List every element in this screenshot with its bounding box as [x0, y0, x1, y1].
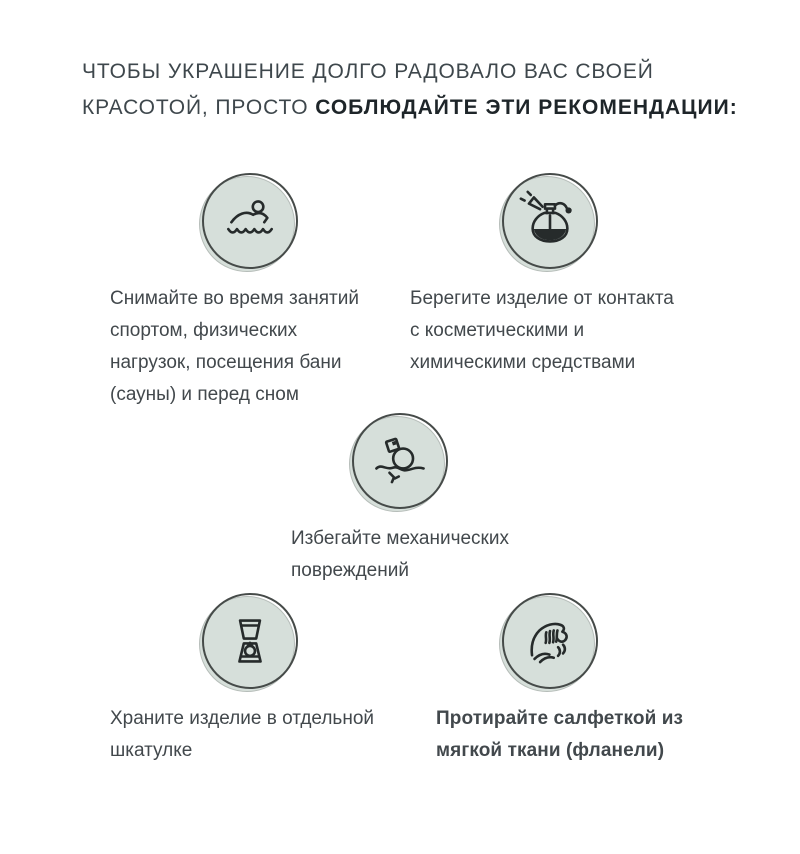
recommendation-avoid-cosmetics: [410, 173, 690, 411]
recommendation-badge: [502, 593, 598, 689]
scratched-ring-icon: [369, 430, 431, 492]
recommendation-remove-during-sport: [110, 173, 390, 411]
recommendation-wipe-with-cloth: [410, 593, 690, 767]
recommendations-row-3: [0, 593, 800, 767]
perfume-atomizer-icon: [519, 190, 581, 252]
polishing-hands-icon: [519, 610, 581, 672]
recommendations-row-1: [0, 173, 800, 411]
jewelry-care-infographic: [0, 54, 800, 854]
recommendations-row-2: [0, 413, 800, 587]
page-title: [82, 54, 800, 126]
recommendation-badge: [202, 173, 298, 269]
recommendation-text: Снимайте во время занятий спортом, физических нагрузок, посещения бани (сауны) и перед сном: [110, 288, 359, 405]
recommendation-badge: [502, 173, 598, 269]
recommendation-text: Берегите изделие от контакта с косметическими и химическими средствами: [410, 288, 674, 373]
heading-line2-regular: КРАСОТОЙ, ПРОСТО: [82, 96, 316, 119]
swimmer-icon: [219, 190, 281, 252]
recommendation-store-in-box: [110, 593, 390, 767]
recommendation-text: Избегайте механических повреждений: [291, 528, 509, 581]
recommendation-badge: [202, 593, 298, 689]
recommendation-text: Храните изделие в отдельной шкатулке: [110, 708, 374, 761]
heading-line2-bold: СОБЛЮДАЙТЕ ЭТИ РЕКОМЕНДАЦИИ:: [315, 96, 738, 119]
ring-box-icon: [219, 610, 281, 672]
heading-line-1: ЧТОБЫ УКРАШЕНИЕ ДОЛГО РАДОВАЛО ВАС СВОЕЙ: [82, 60, 654, 83]
recommendation-badge: [352, 413, 448, 509]
recommendation-avoid-damage: [250, 413, 550, 587]
recommendation-text: Протирайте салфеткой из мягкой ткани (фланели): [436, 708, 684, 761]
heading-line-2: [82, 90, 800, 126]
